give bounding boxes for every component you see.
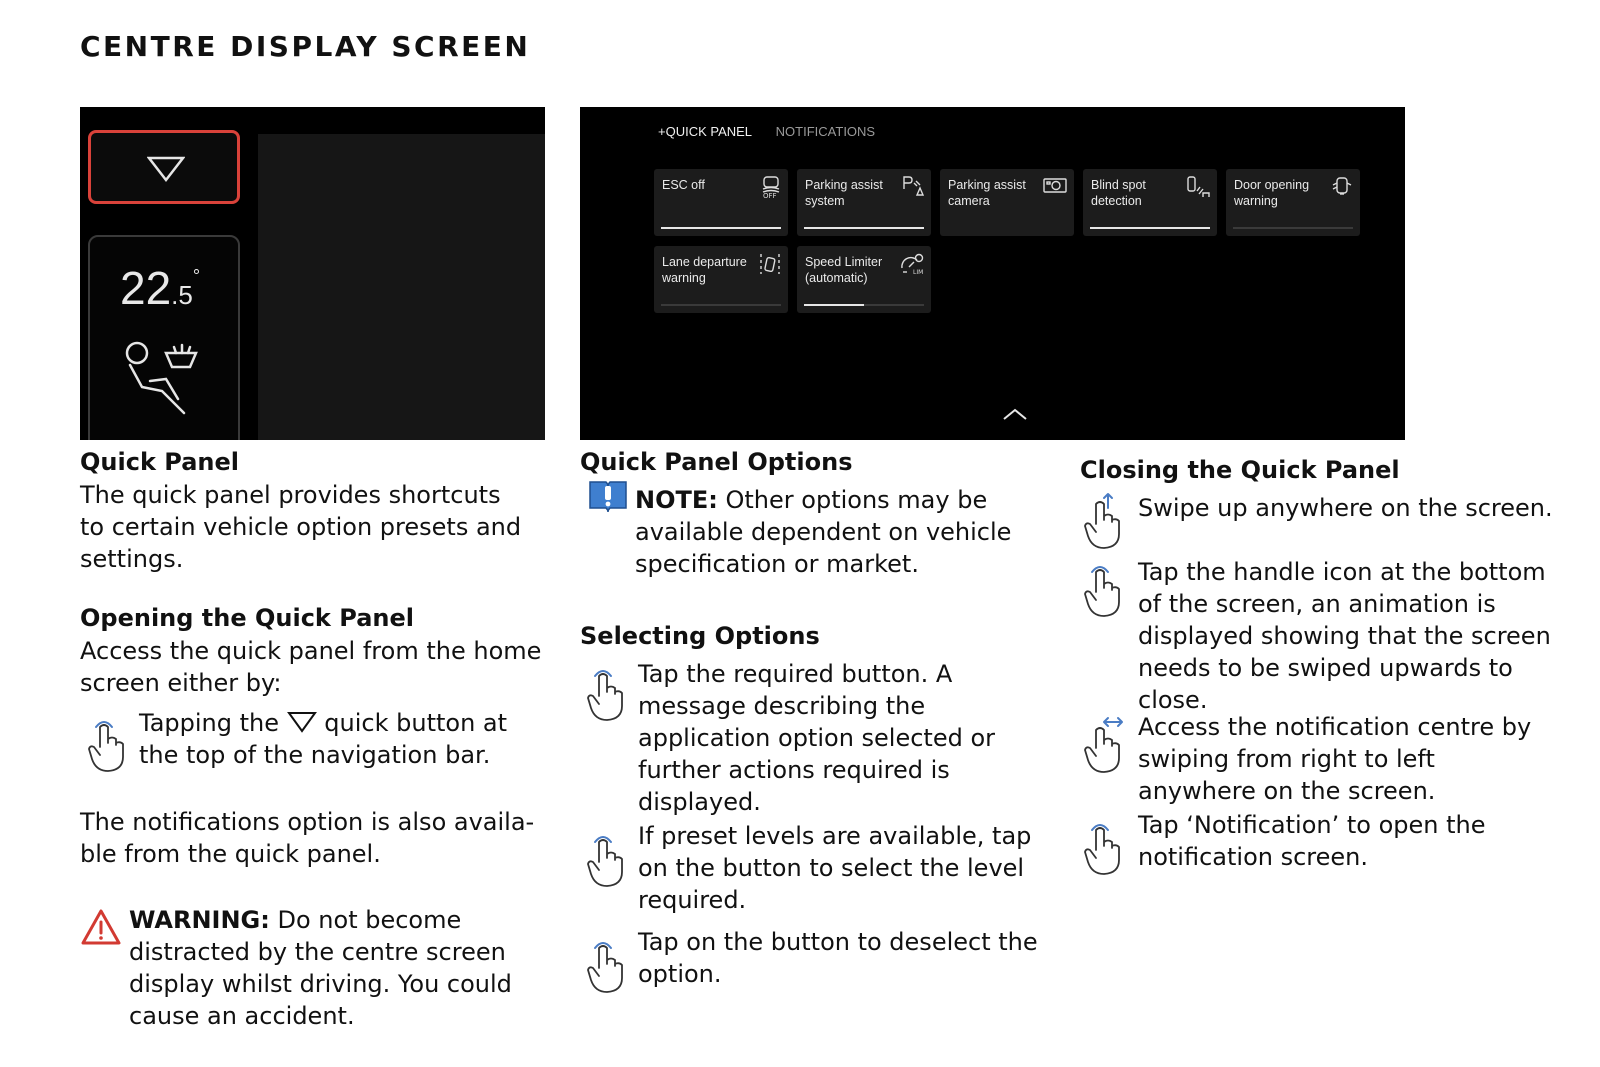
selecting-step-1: Tap the required button. A message describing the application option selected or further actions required is displayed. [638, 660, 996, 816]
parking-assist-icon [901, 175, 925, 197]
closing-step-4: Tap ‘Notification’ to open the notification screen. [1138, 811, 1486, 871]
closing-step-2: Tap the handle icon at the bottom of the screen, an animation is displayed showing that the screen needs to be swiped upwards to close. [1138, 558, 1551, 714]
selecting-step-2: If preset levels are available, tap on the button to select the level required. [638, 822, 1032, 914]
tap-hand-icon [86, 715, 126, 773]
warning-icon [80, 908, 122, 946]
tile-speed-limiter[interactable]: Speed Limiter (automatic) LIM [797, 246, 931, 313]
climate-tile[interactable] [88, 235, 240, 440]
camera-icon [1042, 175, 1068, 195]
tile-door-opening-warning[interactable]: Door opening warning [1226, 169, 1360, 236]
blind-spot-icon [1185, 175, 1211, 199]
tap-instruction: Tapping the quick button at the top of the navigation bar. [139, 709, 508, 769]
closing-step-3: Access the notification centre by swiping from right to left anywhere on the screen. [1138, 713, 1532, 805]
quick-panel-screen-image [580, 107, 1405, 440]
tile-esc-off[interactable]: ESC off OFF [654, 169, 788, 236]
tap-hand-icon [585, 664, 625, 722]
quick-panel-button[interactable] [88, 130, 240, 204]
options-heading: Quick Panel Options [580, 448, 853, 476]
warning-text: WARNING: Do not become distracted by the centre screen display whilst driving. You could cause an accident. [129, 906, 512, 1030]
speed-limiter-icon [899, 252, 925, 276]
home-screen-image [80, 107, 545, 440]
tile-lane-departure-warning[interactable]: Lane departure warning [654, 246, 788, 313]
opening-text: Access the quick panel from the home screen either by: [80, 637, 542, 697]
tap-hand-icon [1082, 560, 1122, 618]
closing-heading: Closing the Quick Panel [1080, 456, 1400, 484]
swipe-sideways-hand-icon [1082, 716, 1126, 774]
door-warning-icon [1330, 175, 1354, 197]
tile-parking-assist-system[interactable]: Parking assist system [797, 169, 931, 236]
esc-off-icon [760, 175, 782, 199]
quick-panel-text: The quick panel provides shortcuts to certain vehicle option presets and settings. [80, 481, 522, 573]
notifications-text: The notifications option is also availa-ble from the quick panel. [80, 808, 535, 868]
swipe-up-hand-icon [1082, 492, 1122, 550]
tap-hand-icon [585, 936, 625, 994]
tile-blind-spot-detection[interactable]: Blind spot detection [1083, 169, 1217, 236]
triangle-down-icon [287, 711, 317, 733]
svg-text:OFF: OFF [763, 192, 777, 199]
triangle-down-icon [147, 155, 185, 183]
page-title: CENTRE DISPLAY SCREEN [80, 30, 531, 63]
tab-quick-panel[interactable]: +QUICK PANEL [658, 124, 753, 139]
note-text: NOTE: Other options may be available dependent on vehicle specification or market. [635, 486, 1012, 578]
tap-hand-icon [1082, 818, 1122, 876]
selecting-step-3: Tap on the button to deselect the option. [638, 928, 1038, 988]
tab-notifications[interactable]: NOTIFICATIONS [775, 124, 876, 139]
tap-hand-icon [585, 830, 625, 888]
seat-heating-icon [120, 339, 210, 419]
handle-icon[interactable] [1002, 407, 1028, 421]
opening-heading: Opening the Quick Panel [80, 604, 414, 632]
selecting-heading: Selecting Options [580, 622, 820, 650]
screen-content-area [258, 134, 545, 440]
lane-departure-icon [758, 252, 782, 276]
quick-panel-heading: Quick Panel [80, 448, 239, 476]
svg-text:LIM: LIM [913, 269, 924, 276]
closing-step-1: Swipe up anywhere on the screen. [1138, 494, 1553, 522]
tile-parking-assist-camera[interactable]: Parking assist camera [940, 169, 1074, 236]
temperature-readout: 22.5° [120, 262, 201, 314]
note-book-icon [588, 478, 628, 514]
